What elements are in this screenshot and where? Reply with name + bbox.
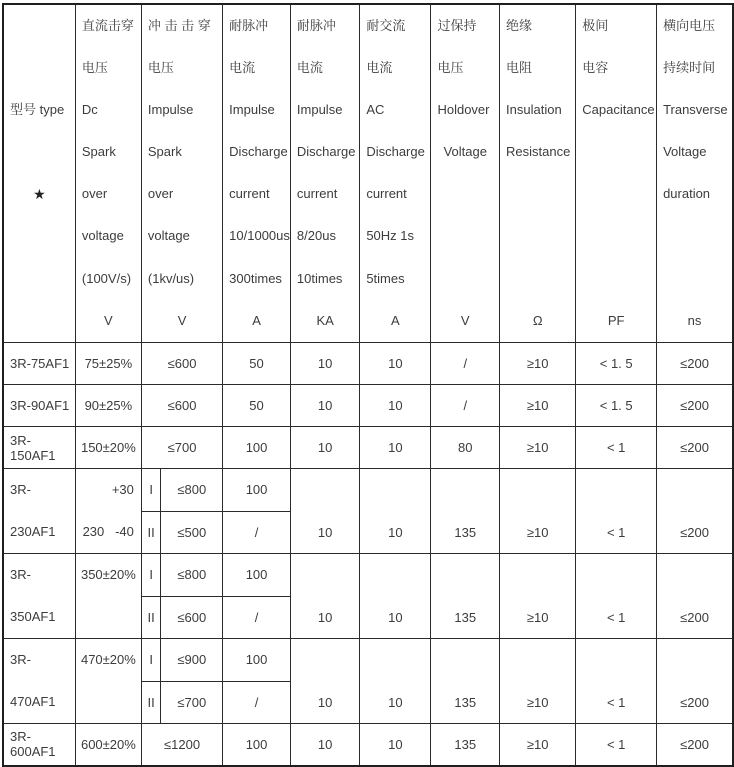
spacer [4,258,75,300]
header-line [576,215,656,257]
header-line: Resistance [506,144,571,160]
model-cell: 3R-75AF1 [3,343,75,385]
grade-cell: II [141,511,161,554]
grade-cell: I [141,554,161,597]
table-row [3,385,733,427]
header-line: Capacitance [582,102,655,118]
header-line: Discharge [366,144,425,160]
value-cell: ≤600 [141,343,222,385]
value-cell: < 1 [576,427,657,469]
value-cell: 10 [290,469,359,554]
header-line: 耐交流 [366,18,406,33]
value-cell: 80 [431,427,500,469]
value-cell: ≤700 [161,681,223,724]
value-cell: < 1 [576,724,657,766]
spacer [4,5,75,47]
grade-cell: II [141,681,161,724]
header-line: Impulse [147,102,194,118]
header-line: V [104,312,113,328]
value-cell: 10 [360,724,431,766]
value-cell: ≤200 [657,554,733,639]
header-row [3,4,733,343]
header-line: 电压 [147,60,174,76]
header-line [576,173,656,215]
value-cell: 100 [223,469,291,512]
header-line: 电流 [229,60,256,76]
header-line [431,173,499,215]
value-cell: / [223,681,291,724]
value-cell: / [223,596,291,639]
value-cell: 600±20% [75,724,141,766]
grade-cell: I [141,639,161,682]
value-cell: ≤1200 [141,724,222,766]
table-row [3,343,733,385]
grade-cell: II [141,596,161,639]
value-cell: ≤200 [657,385,733,427]
value-cell: 100 [223,554,291,597]
spacer [4,300,75,342]
header-impulse-820-current [290,4,359,343]
star-icon: ★ [33,186,46,203]
value-cell: ≤200 [657,343,733,385]
header-line: 10times [296,270,343,286]
value-cell: < 1. 5 [576,385,657,427]
header-line: Impulse [229,102,275,118]
header-line: 耐脉冲 [296,18,336,33]
header-line: Ω [532,312,543,328]
type-label: 型号 type [10,102,65,118]
header-line: voltage [147,228,190,244]
value-cell: 50 [223,385,291,427]
value-cell: / [431,343,500,385]
spacer [4,215,75,257]
value-cell: 10 [360,427,431,469]
header-line: Voltage [443,144,487,160]
header-transverse-voltage-duration [657,4,733,343]
value-cell: 10 [290,427,359,469]
header-line: 持续时间 [663,60,716,76]
model-cell: 3R-230AF1 [3,469,75,554]
header-line [657,215,732,257]
dc-tolerance-plus: +30 [111,482,134,497]
header-line: over [147,186,174,202]
header-line [657,258,732,300]
value-cell: ≤200 [657,724,733,766]
header-line [500,173,575,215]
model-cell: 3R-470AF1 [3,639,75,724]
value-cell: 75±25% [75,343,141,385]
value-cell: 50 [223,343,291,385]
header-line: 电阻 [506,60,533,76]
value-cell: < 1 [576,554,657,639]
header-line: (1kv/us) [147,270,195,286]
header-line: 10/1000us [229,228,290,244]
header-line: Discharge [229,144,288,160]
header-line: 50Hz 1s [366,228,415,244]
header-line: 电流 [296,60,323,76]
value-cell: ≥10 [500,427,576,469]
model-cell: 3R-600AF1 [3,724,75,766]
header-line: 8/20us [296,228,336,244]
value-cell: ≤900 [161,639,223,682]
value-cell: ≥10 [500,385,576,427]
header-line: 冲 击 击 穿 [147,18,211,33]
header-line: Insulation [506,102,562,118]
value-cell: ≥10 [500,639,576,724]
dc-value-minus: 230 -40 [82,524,134,539]
header-line: over [81,186,108,202]
value-cell: 100 [223,724,291,766]
header-line: current [366,186,407,202]
spacer [4,131,75,173]
header-line: Discharge [296,144,356,160]
header-line: duration [663,186,711,202]
header-line [500,258,575,300]
value-cell: 10 [290,385,359,427]
value-cell: ≥10 [500,343,576,385]
header-line: Spark [81,144,116,160]
value-cell: ≤200 [657,427,733,469]
header-line [431,258,499,300]
value-cell: ≥10 [500,469,576,554]
value-cell: ≥10 [500,554,576,639]
header-line: Transverse [663,102,728,118]
value-cell: 135 [431,724,500,766]
header-ac-discharge-current [360,4,431,343]
header-line: 300times [229,270,282,286]
value-cell: / [223,511,291,554]
header-line: A [252,312,261,328]
value-cell: ≤600 [141,385,222,427]
header-line: V [460,312,470,328]
model-cell: 3R-90AF1 [3,385,75,427]
value-cell: < 1 [576,469,657,554]
value-cell: ≤600 [161,596,223,639]
value-cell: 10 [360,469,431,554]
header-line: ns [687,312,702,328]
value-cell: 100 [223,427,291,469]
header-line: V [177,312,187,328]
value-cell: 10 [290,554,359,639]
grade-cell: I [141,469,161,512]
value-cell: 100 [223,639,291,682]
value-cell: 135 [431,554,500,639]
header-line: Voltage [663,144,707,160]
value-cell: 135 [431,639,500,724]
header-line: AC [366,102,385,118]
header-impulse-discharge-current [223,4,291,343]
value-cell: 10 [290,343,359,385]
table-row [3,639,733,682]
header-line: current [229,186,270,202]
dc-voltage-cell [75,469,141,554]
header-line [576,258,656,300]
value-cell: ≥10 [500,724,576,766]
value-cell: ≤800 [161,554,223,597]
header-line: 电容 [582,60,609,76]
value-cell: ≤500 [161,511,223,554]
value-cell: < 1. 5 [576,343,657,385]
value-cell: 10 [290,639,359,724]
dc-voltage-cell: 350±20% [75,554,141,639]
header-line: 耐脉冲 [229,18,269,33]
header-line: Holdover [437,102,490,118]
header-line: voltage [81,228,124,244]
value-cell: ≤800 [161,469,223,512]
header-line: 5times [366,270,405,286]
header-line: Impulse [296,102,343,118]
header-line: current [296,186,338,202]
header-line: 横向电压 [663,18,716,33]
value-cell: 10 [360,343,431,385]
spacer [4,47,75,89]
header-line: 直流击穿 [81,18,134,33]
header-line [576,131,656,173]
header-line: (100V/s) [81,270,132,286]
header-line: 电压 [437,60,464,76]
value-cell: 10 [360,385,431,427]
header-insulation-resistance [500,4,576,343]
header-line: KA [316,312,334,328]
header-line: A [391,312,400,328]
value-cell: 90±25% [75,385,141,427]
header-type [3,4,75,343]
header-line: Dc [81,102,98,118]
header-line [431,215,499,257]
spec-table [2,3,734,767]
model-cell: 3R-350AF1 [3,554,75,639]
header-line: 电压 [81,60,108,76]
value-cell: 10 [290,724,359,766]
table-row [3,554,733,597]
value-cell: 10 [360,554,431,639]
header-line: Spark [147,144,182,160]
value-cell: ≤700 [141,427,222,469]
value-cell: 135 [431,469,500,554]
value-cell: < 1 [576,639,657,724]
dc-voltage-cell: 470±20% [75,639,141,724]
value-cell: ≤200 [657,469,733,554]
header-holdover-voltage [431,4,500,343]
header-capacitance [576,4,657,343]
header-line: 极间 [582,18,609,33]
value-cell: ≤200 [657,639,733,724]
header-dc-spark-voltage [75,4,141,343]
table-row [3,469,733,512]
header-impulse-spark-voltage [141,4,222,343]
value-cell: / [431,385,500,427]
header-line: 绝缘 [506,18,533,33]
header-line [500,215,575,257]
header-line: 电流 [366,60,393,76]
model-cell: 3R-150AF1 [3,427,75,469]
table-row [3,724,733,766]
table-row [3,427,733,469]
value-cell: 150±20% [75,427,141,469]
value-cell: 10 [360,639,431,724]
header-line: PF [607,312,625,328]
header-line: 过保持 [437,18,477,33]
